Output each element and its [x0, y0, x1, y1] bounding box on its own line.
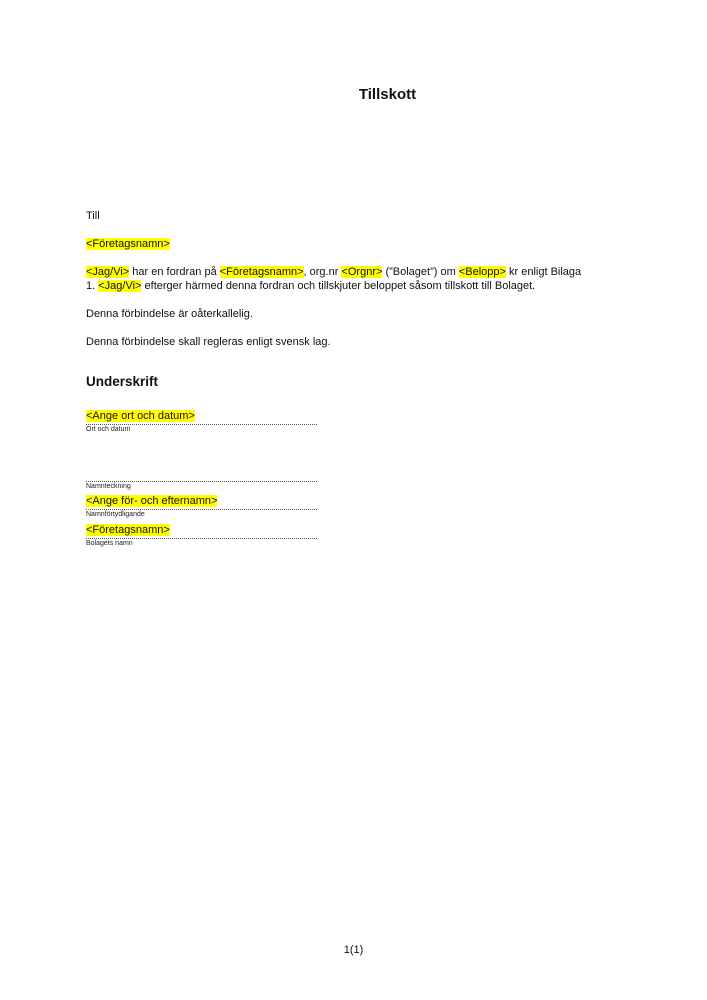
signature-line[interactable] [86, 481, 317, 482]
jag-vi-placeholder: <Jag/Vi> [98, 280, 142, 292]
signature-heading: Underskrift [86, 374, 159, 389]
name-caption: Namnförtydligande [86, 511, 145, 518]
paragraph-text: kr enligt Bilaga [505, 266, 582, 278]
paragraph-text: (”Bolaget”) om [382, 266, 459, 278]
paragraph-text: 1. [86, 280, 99, 292]
paragraph-text: efterger härmed denna fordran och tillskjuter beloppet såsom tillskott till Bolaget. [141, 280, 536, 292]
irrevocable-paragraph: Denna förbindelse är oåterkallelig. [86, 308, 253, 320]
place-date-caption: Ort och datum [86, 426, 131, 433]
paragraph-text: , org.nr [303, 266, 342, 278]
place-date-line [86, 424, 317, 425]
company-name-placeholder: <Företagsnamn> [86, 524, 170, 536]
company-field[interactable] [86, 523, 317, 537]
claim-paragraph [86, 265, 626, 293]
company-placeholder: <Företagsnamn> [219, 266, 304, 278]
amount-placeholder: <Belopp> [458, 266, 506, 278]
company-caption: Bolagets namn [86, 540, 133, 547]
name-line [86, 509, 317, 510]
recipient-placeholder: <Företagsnamn> [86, 238, 170, 250]
name-placeholder: <Ange för- och efternamn> [86, 495, 218, 507]
paragraph-text: har en fordran på [129, 266, 220, 278]
name-field[interactable] [86, 494, 317, 508]
company-line [86, 538, 317, 539]
place-date-field[interactable] [86, 409, 317, 423]
law-paragraph: Denna förbindelse skall regleras enligt svensk lag. [86, 336, 331, 348]
signature-caption: Namnteckning [86, 483, 131, 490]
to-label: Till [86, 210, 100, 222]
jag-vi-placeholder: <Jag/Vi> [86, 266, 130, 278]
document-title: Tillskott [358, 86, 417, 103]
orgnr-placeholder: <Orgnr> [341, 266, 383, 278]
place-date-placeholder: <Ange ort och datum> [86, 410, 195, 422]
page-number: 1(1) [343, 944, 364, 956]
recipient-line [86, 237, 170, 251]
